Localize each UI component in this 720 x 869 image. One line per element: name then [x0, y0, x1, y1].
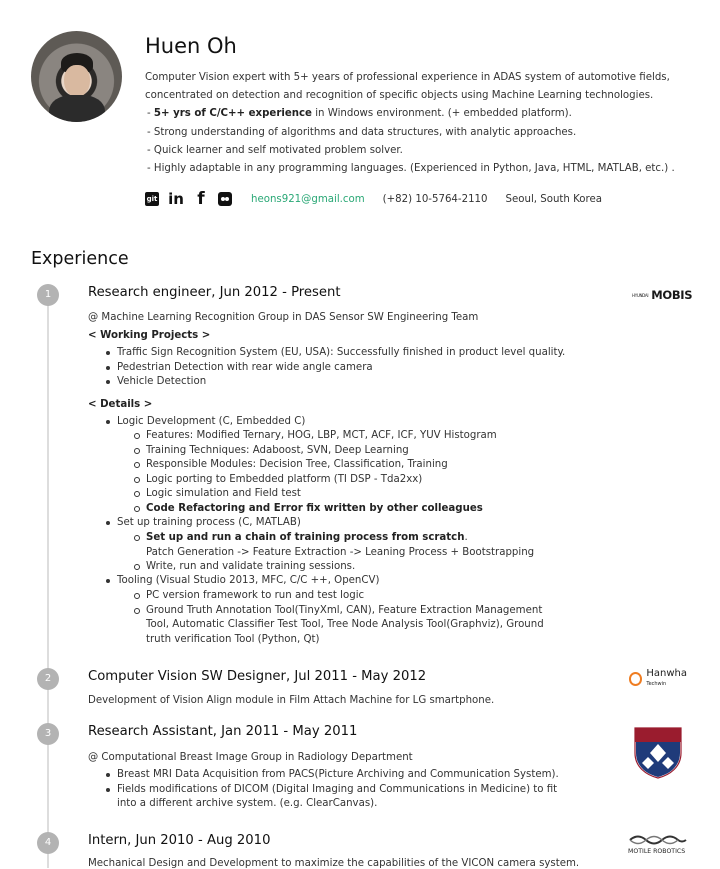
list-item: Set up training process (C, MATLAB): [104, 516, 301, 531]
list-item: Traffic Sign Recognition System (EU, USA): Successfully finished in product level quality.: [104, 346, 565, 361]
list-item: Logic simulation and Field test: [133, 487, 497, 502]
details-sublist-3: [133, 589, 553, 647]
phone-number: (+82) 10-5764-2110: [382, 193, 488, 205]
penn-shield-logo: [634, 727, 682, 779]
job-title: Research engineer, Jun 2012 - Present: [88, 285, 341, 300]
flickr-icon[interactable]: [218, 192, 232, 206]
list-item: Ground Truth Annotation Tool(TinyXml, CAN), Feature Extraction Management Tool, Automatic Classifier Test Tool, Tree Node Analysis Tool(Graphviz), Ground truth verification Tool (Python, Qt): [133, 604, 553, 648]
facebook-icon[interactable]: f: [197, 189, 205, 209]
git-icon[interactable]: git: [145, 192, 159, 206]
job-desc: Mechanical Design and Development to maximize the capabilities of the VICON camera system.: [88, 858, 580, 869]
profile-name: Huen Oh: [145, 34, 237, 58]
list-item: Logic porting to Embedded platform (TI DSP - Tda2xx): [133, 473, 497, 488]
summary-text: Computer Vision expert with 5+ years of professional experience in ADAS system of automotive fields, concentrated on detection and recognition of specific objects using Machine Learning technologies.: [145, 72, 670, 102]
list-item: Training Techniques: Adaboost, SVN, Deep Learning: [133, 444, 497, 459]
list-item: Pedestrian Detection with rear wide angle camera: [104, 361, 565, 376]
contact-bar: [145, 189, 602, 209]
profile-photo: [31, 31, 122, 122]
svg-text:MOTILE ROBOTICS: MOTILE ROBOTICS: [628, 848, 686, 855]
details-sublist-1: [133, 429, 497, 516]
details-list-3: [104, 574, 379, 589]
job-title: Research Assistant, Jan 2011 - May 2011: [88, 724, 358, 739]
details-label: < Details >: [88, 399, 153, 410]
timeline-marker: 4: [37, 832, 59, 854]
experience-heading: Experience: [31, 249, 129, 269]
list-item: Logic Development (C, Embedded C): [104, 415, 305, 430]
job-org: @ Machine Learning Recognition Group in DAS Sensor SW Engineering Team: [88, 312, 479, 323]
summary-point: - 5+ yrs of C/C++ experience in Windows environment. (+ embedded platform).: [147, 108, 572, 120]
projects-list: [104, 346, 565, 390]
email-link[interactable]: heons921@gmail.com: [251, 193, 365, 205]
research-list: [104, 768, 574, 812]
location: Seoul, South Korea: [505, 193, 602, 205]
timeline-line: [47, 296, 49, 868]
timeline-marker: 1: [37, 284, 59, 306]
job-title: Computer Vision SW Designer, Jul 2011 - May 2012: [88, 669, 427, 684]
job-desc: Development of Vision Align module in Film Attach Machine for LG smartphone.: [88, 695, 495, 706]
list-item: Tooling (Visual Studio 2013, MFC, C/C ++, OpenCV): [104, 574, 379, 589]
list-item: Fields modifications of DICOM (Digital Imaging and Communications in Medicine) to fit into a different archive system. (e.g. ClearCanvas).: [104, 783, 574, 812]
list-item: Code Refactoring and Error fix written by other colleagues: [133, 502, 497, 517]
profile-summary: [145, 69, 685, 178]
list-item: Vehicle Detection: [104, 375, 565, 390]
list-item: Responsible Modules: Decision Tree, Classification, Training: [133, 458, 497, 473]
summary-point: - Quick learner and self motivated problem solver.: [147, 144, 403, 156]
list-item: Breast MRI Data Acquisition from PACS(Picture Archiving and Communication System).: [104, 768, 574, 783]
hanwha-logo: Hanwha Techwin: [629, 670, 687, 688]
projects-label: < Working Projects >: [88, 330, 211, 341]
list-item: Write, run and validate training sessions.: [133, 560, 534, 575]
list-item: Features: Modified Ternary, HOG, LBP, MCT, ACF, ICF, YUV Histogram: [133, 429, 497, 444]
details-list-2: [104, 516, 301, 531]
list-item: Set up and run a chain of training process from scratch. Patch Generation -> Feature Extraction -> Leaning Process + Bootstrapping: [133, 531, 534, 560]
details-list-1: [104, 415, 305, 430]
motile-robotics-logo: [628, 833, 688, 855]
list-item: PC version framework to run and test logic: [133, 589, 553, 604]
details-sublist-2: [133, 531, 534, 575]
mobis-logo: HYUNDAI MOBIS: [632, 288, 693, 302]
summary-point: - Strong understanding of algorithms and data structures, with analytic approaches.: [147, 126, 577, 138]
linkedin-icon[interactable]: in: [168, 190, 184, 208]
job-org: @ Computational Breast Image Group in Radiology Department: [88, 752, 413, 763]
timeline-marker: 2: [37, 668, 59, 690]
job-title: Intern, Jun 2010 - Aug 2010: [88, 833, 271, 848]
timeline-marker: 3: [37, 723, 59, 745]
summary-point: - Highly adaptable in any programming languages. (Experienced in Python, Java, HTML, MATLAB, etc.) .: [147, 163, 675, 175]
